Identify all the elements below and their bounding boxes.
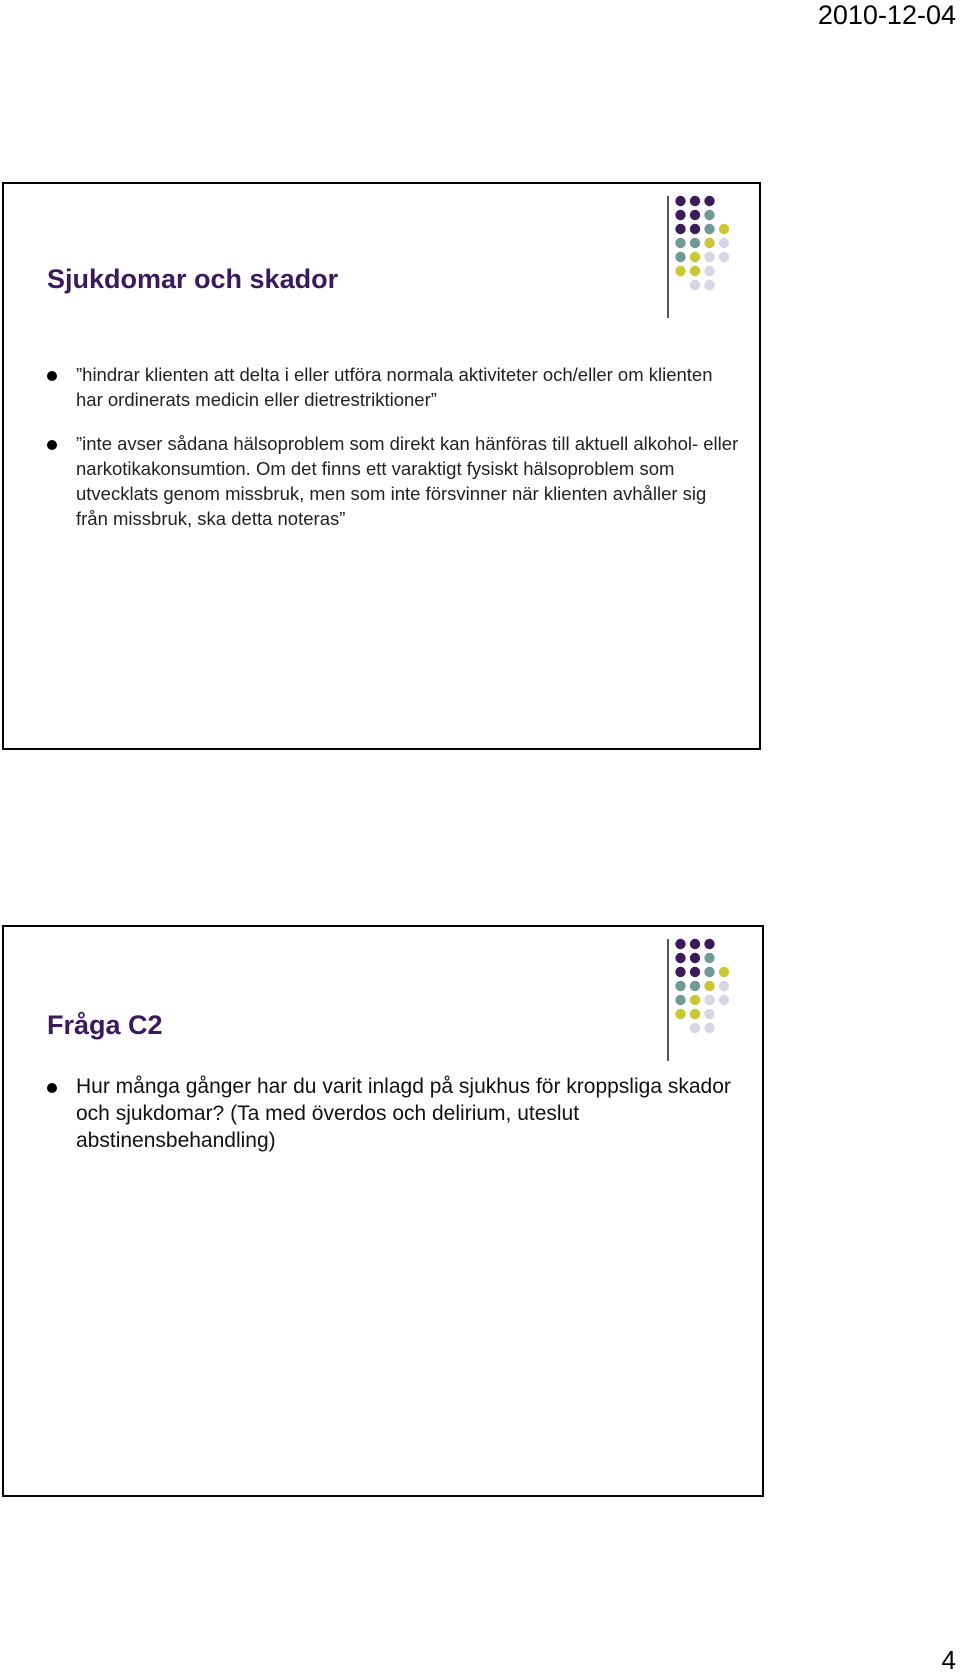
decor-dot bbox=[704, 266, 714, 276]
decor-dot bbox=[690, 967, 700, 977]
bullet-item bbox=[34, 1073, 742, 1154]
decor-dot bbox=[690, 1023, 700, 1033]
decor-dot bbox=[690, 252, 700, 262]
decor-dot bbox=[704, 953, 714, 963]
decor-dot bbox=[690, 238, 700, 248]
document-date: 2010-12-04 bbox=[817, 0, 956, 30]
decor-dot bbox=[704, 196, 714, 206]
decor-dot bbox=[704, 210, 714, 220]
decor-dot bbox=[704, 280, 714, 290]
decor-dot bbox=[675, 196, 685, 206]
decor-dot bbox=[704, 967, 714, 977]
decor-dot bbox=[704, 939, 714, 949]
decor-dot bbox=[719, 224, 729, 234]
slide-title: Fråga C2 bbox=[47, 1010, 163, 1040]
decor-dot bbox=[675, 210, 685, 220]
bullet-item bbox=[34, 362, 739, 412]
bullet-text: ”inte avser sådana hälsoproblem som direkt kan hänföras till aktuell alkohol- eller narkotikakonsumtion. Om det finns ett varaktigt fysiskt hälsoproblem som utvecklats genom missbruk, men som inte försvinner när klienten avhåller sig från missbruk, ska detta noteras” bbox=[76, 433, 739, 529]
decor-dot bbox=[675, 224, 685, 234]
decor-dot bbox=[690, 266, 700, 276]
decor-dot bbox=[690, 210, 700, 220]
bullet-dot-icon bbox=[47, 1083, 57, 1093]
decor-dot bbox=[704, 252, 714, 262]
decor-dot bbox=[675, 953, 685, 963]
bullet-text: Hur många gånger har du varit inlagd på sjukhus för kroppsliga skador och sjukdomar? (Ta med överdos och delirium, uteslut abstinensbehandling) bbox=[76, 1075, 731, 1152]
slide-title: Sjukdomar och skador bbox=[47, 264, 339, 294]
decor-dot bbox=[704, 981, 714, 991]
decor-dot bbox=[704, 1023, 714, 1033]
bullet-dot-icon bbox=[47, 371, 57, 381]
decor-dot bbox=[704, 1009, 714, 1019]
decor-dot bbox=[675, 981, 685, 991]
decor-dot bbox=[690, 1009, 700, 1019]
decor-dot bbox=[704, 224, 714, 234]
decor-dot bbox=[719, 252, 729, 262]
decor-dot bbox=[690, 953, 700, 963]
dot-grid-decoration bbox=[664, 193, 754, 323]
decor-dot bbox=[690, 280, 700, 290]
bullet-list bbox=[34, 1073, 742, 1173]
decor-dot bbox=[719, 981, 729, 991]
decor-dot bbox=[704, 995, 714, 1005]
decor-dot bbox=[675, 967, 685, 977]
decor-dot bbox=[719, 995, 729, 1005]
bullet-text: ”hindrar klienten att delta i eller utföra normala aktiviteter och/eller om klienten har ordinerats medicin eller dietrestriktioner” bbox=[76, 364, 713, 410]
decor-dot bbox=[690, 939, 700, 949]
slide-1 bbox=[2, 182, 761, 750]
decor-dot bbox=[704, 238, 714, 248]
decor-dot bbox=[690, 224, 700, 234]
decor-dot bbox=[690, 995, 700, 1005]
decor-dot bbox=[675, 238, 685, 248]
dot-grid-decoration bbox=[664, 936, 754, 1066]
decor-dot bbox=[719, 238, 729, 248]
page-number: 4 bbox=[941, 1645, 956, 1675]
decor-dot bbox=[675, 939, 685, 949]
slide-2 bbox=[2, 925, 764, 1497]
decor-dot bbox=[675, 266, 685, 276]
decor-dot bbox=[690, 981, 700, 991]
bullet-list bbox=[34, 362, 739, 550]
decor-dot bbox=[719, 967, 729, 977]
decor-dot bbox=[675, 995, 685, 1005]
bullet-dot-icon bbox=[47, 440, 57, 450]
bullet-item bbox=[34, 431, 739, 531]
decor-dot bbox=[690, 196, 700, 206]
decor-dot bbox=[675, 1009, 685, 1019]
decor-dot bbox=[675, 252, 685, 262]
